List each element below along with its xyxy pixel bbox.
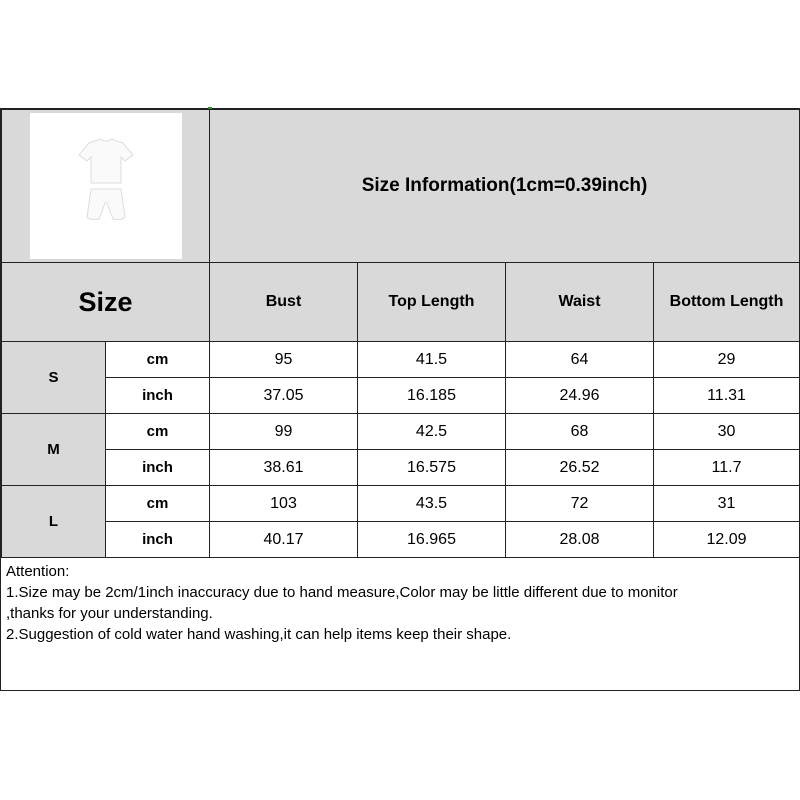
table-cell: 28.08	[506, 522, 654, 558]
product-image-cell	[2, 110, 210, 263]
size-chart-table	[1, 109, 800, 558]
notes-heading: Attention:	[6, 563, 70, 580]
table-row	[2, 522, 800, 558]
size-label-m: M	[2, 414, 106, 486]
table-row	[2, 486, 800, 522]
unit-label: cm	[106, 342, 210, 378]
table-cell: 31	[654, 486, 800, 522]
table-cell: 26.52	[506, 450, 654, 486]
table-cell: 16.965	[358, 522, 506, 558]
table-cell: 42.5	[358, 414, 506, 450]
size-info-title: Size Information(1cm=0.39inch)	[210, 110, 800, 263]
table-cell: 64	[506, 342, 654, 378]
table-row	[2, 378, 800, 414]
table-cell: 40.17	[210, 522, 358, 558]
table-cell: 16.185	[358, 378, 506, 414]
table-cell: 43.5	[358, 486, 506, 522]
table-cell: 24.96	[506, 378, 654, 414]
table-cell: 11.31	[654, 378, 800, 414]
unit-label: inch	[106, 522, 210, 558]
notes-line-3: 2.Suggestion of cold water hand washing,it can help items keep their shape.	[6, 626, 512, 643]
product-image	[30, 113, 182, 259]
table-cell: 72	[506, 486, 654, 522]
notes-line-1: 1.Size may be 2cm/1inch inaccuracy due to hand measure,Color may be little different due to monitor	[6, 584, 678, 601]
table-row	[2, 414, 800, 450]
table-cell: 37.05	[210, 378, 358, 414]
unit-label: cm	[106, 486, 210, 522]
unit-label: inch	[106, 450, 210, 486]
table-cell: 12.09	[654, 522, 800, 558]
clothing-set-icon	[61, 131, 151, 241]
table-cell: 99	[210, 414, 358, 450]
size-label-s: S	[2, 342, 106, 414]
table-row	[2, 450, 800, 486]
column-header-bust: Bust	[210, 263, 358, 342]
size-header: Size	[2, 263, 210, 342]
unit-label: cm	[106, 414, 210, 450]
table-cell: 68	[506, 414, 654, 450]
table-cell: 30	[654, 414, 800, 450]
column-header-waist: Waist	[506, 263, 654, 342]
table-cell: 11.7	[654, 450, 800, 486]
notes-line-2: ,thanks for your understanding.	[6, 605, 213, 622]
column-header-bottom-length: Bottom Length	[654, 263, 800, 342]
table-cell: 38.61	[210, 450, 358, 486]
table-cell: 103	[210, 486, 358, 522]
size-label-l: L	[2, 486, 106, 558]
attention-notes	[6, 561, 796, 645]
size-chart-sheet	[0, 108, 800, 691]
table-row	[2, 342, 800, 378]
table-cell: 41.5	[358, 342, 506, 378]
table-cell: 29	[654, 342, 800, 378]
table-cell: 95	[210, 342, 358, 378]
column-header-top-length: Top Length	[358, 263, 506, 342]
table-cell: 16.575	[358, 450, 506, 486]
unit-label: inch	[106, 378, 210, 414]
